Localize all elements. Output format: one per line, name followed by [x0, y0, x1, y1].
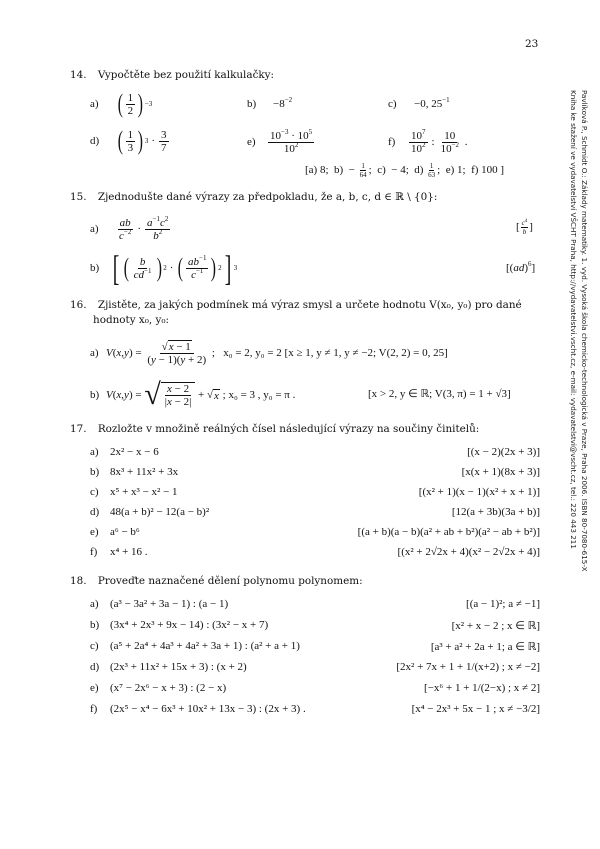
- problem-18-heading: [70, 575, 363, 587]
- problem-15-number: 15.: [70, 191, 87, 203]
- problem-16-b-answer: [x > 2, y ∈ ℝ; V(3, π) = 1 + √3]: [368, 388, 511, 400]
- list-item: d) 48(a + b)² − 12(a − b)² [12(a + 3b)(3a + b)]: [90, 506, 540, 518]
- side-note-line2: Kniha ke stažení ve vydavatelství VŠCHT Praha, http://vydavatelstvi.vscht.cz, e-mail: vydavatelstvi@vscht.cz, tel.: 220 443 211: [569, 90, 578, 549]
- page-number: 23: [525, 38, 539, 50]
- problem-16-a: a) V ( x , y ) = $\frac{√x - 1}{(y - 1)(y + 2)}$ ; x₀ = 2, y₀ = 2 [x ≥ 1, y ≠ 1, y ≠ −2; V(2, 2) = 0, 25]: [90, 340, 448, 366]
- problem-14-heading: [70, 69, 274, 81]
- problem-14-number: 14.: [70, 69, 87, 81]
- problem-15-a-answer: [ $\frac{c^4}{b}$ ]: [516, 219, 533, 236]
- list-item: c) x⁵ + x³ − x² − 1 [(x² + 1)(x − 1)(x² + x + 1)]: [90, 486, 540, 498]
- problem-14-c: c) −0, $25^{-1}$: [388, 96, 450, 110]
- list-item: f) (2x⁵ − x⁴ − 6x³ + 10x² + 13x − 3) : (2x + 3) . [x⁴ − 2x³ + 5x − 1 ; x ≠ −3/2]: [90, 703, 540, 715]
- problem-16-number: 16.: [70, 299, 87, 311]
- list-item: c) (a⁵ + 2a⁴ + 4a³ + 4a² + 3a + 1) : (a² + a + 1) [a³ + a² + 2a + 1; a ∈ ℝ]: [90, 640, 540, 653]
- problem-14-b: $b) -8^{-2}$: [247, 96, 293, 110]
- problem-15-b-answer: [(ad)$^6$]: [506, 260, 536, 274]
- problem-14-text: Vypočtěte bez použití kalkulačky:: [97, 69, 275, 81]
- problem-14-d: d) ( $\frac{1}{3}$ ) 3 · $\frac{3}{7}$: [90, 126, 167, 155]
- list-item: e) (x⁷ − 2x⁶ − x + 3) : (2 − x) [−x⁶ + 1 + 1/(2−x) ; x ≠ 2]: [90, 682, 540, 694]
- list-item: b) (3x⁴ + 2x³ + 9x − 14) : (3x² − x + 7) [x² + x − 2 ; x ∈ ℝ]: [90, 619, 540, 632]
- problem-16-heading: [70, 299, 522, 311]
- problem-16-a-conditions: x₀ = 2, y₀ = 2 [x ≥ 1, y ≠ 1, y ≠ −2; V(2, 2) = 0, 25]: [223, 347, 448, 359]
- problem-16-b: b) V ( x , y ) = √ $\frac{x - 2}{|x - 2|}$ + √ x ; x₀ = 3 , y₀ = π .: [90, 378, 296, 411]
- problem-14-a: a) ( $\frac{1}{2}$ ) −3: [90, 89, 153, 118]
- problem-16-b-conditions: x₀ = 3 , y₀ = π .: [228, 389, 296, 401]
- problem-15-text: Zjednodušte dané výrazy za předpokladu, že a, b, c, d ∈ ℝ \ {0}:: [97, 191, 438, 203]
- problem-18-list: [90, 598, 540, 724]
- problem-16-text2: hodnoty x₀, y₀:: [93, 314, 170, 326]
- problem-14-answers: [a) 8; b) − $\frac{1}{64}$ ; c) − 4; d) $\frac{1}{63}$ ; e) 1; f) 100 ]: [305, 162, 505, 179]
- problem-18-number: 18.: [70, 575, 87, 587]
- problem-17-heading: [70, 423, 479, 435]
- problem-16-text1: Zjistěte, za jakých podmínek má výraz smysl a určete hodnotu V(x₀, y₀) pro dané: [97, 299, 522, 311]
- side-note: [560, 90, 590, 610]
- problem-18-text: Proveďte naznačené dělení polynomu polynomem:: [97, 575, 363, 587]
- list-item: a) 2x² − x − 6 [(x − 2)(2x + 3)]: [90, 446, 540, 458]
- list-item: e) a⁶ − b⁶ [(a + b)(a − b)(a² + ab + b²)(a² − ab + b²)]: [90, 526, 540, 538]
- side-note-line1: Pavlíková P., Schmidt O.: Základy matematiky. 1. vyd. Vysoká škola chemicko-technologická v Praze, Praha 2006. ISBN 80-7080-615-X: [580, 90, 589, 572]
- problem-15-heading: [70, 191, 437, 203]
- problem-17-text: Rozložte v množině reálných čísel následující výrazy na součiny činitelů:: [97, 423, 480, 435]
- problem-17-list: [90, 446, 540, 566]
- problem-15-b: b) [ ( $\frac{b}{cd^{-1}}$ ) 2 · ( $\frac{ab^{-1}}{c^{-1}}$ ) 2 ] 3: [90, 248, 238, 288]
- list-item: f) x⁴ + 16 . [(x² + 2√2x + 4)(x² − 2√2x + 4)]: [90, 546, 540, 558]
- list-item: d) (2x³ + 11x² + 15x + 3) : (x + 2) [2x² + 7x + 1 + 1/(x+2) ; x ≠ −2]: [90, 661, 540, 673]
- list-item: a) (a³ − 3a² + 3a − 1) : (a − 1) [(a − 1)²; a ≠ −1]: [90, 598, 540, 610]
- problem-14-e: e) $\frac{10^{-3} \cdot 10^5}{10^2}$: [247, 127, 313, 155]
- problem-14-f: f) $\frac{10^7}{10^2}$ : $\frac{10}{10^{-2}}$ .: [388, 127, 468, 155]
- problem-17-number: 17.: [70, 423, 87, 435]
- list-item: b) 8x³ + 11x² + 3x [x(x + 1)(8x + 3)]: [90, 466, 540, 478]
- problem-15-a: a) $\frac{ab}{c^{-2}}$ · $\frac{a^{-1}c^2}{b^2}$: [90, 214, 169, 242]
